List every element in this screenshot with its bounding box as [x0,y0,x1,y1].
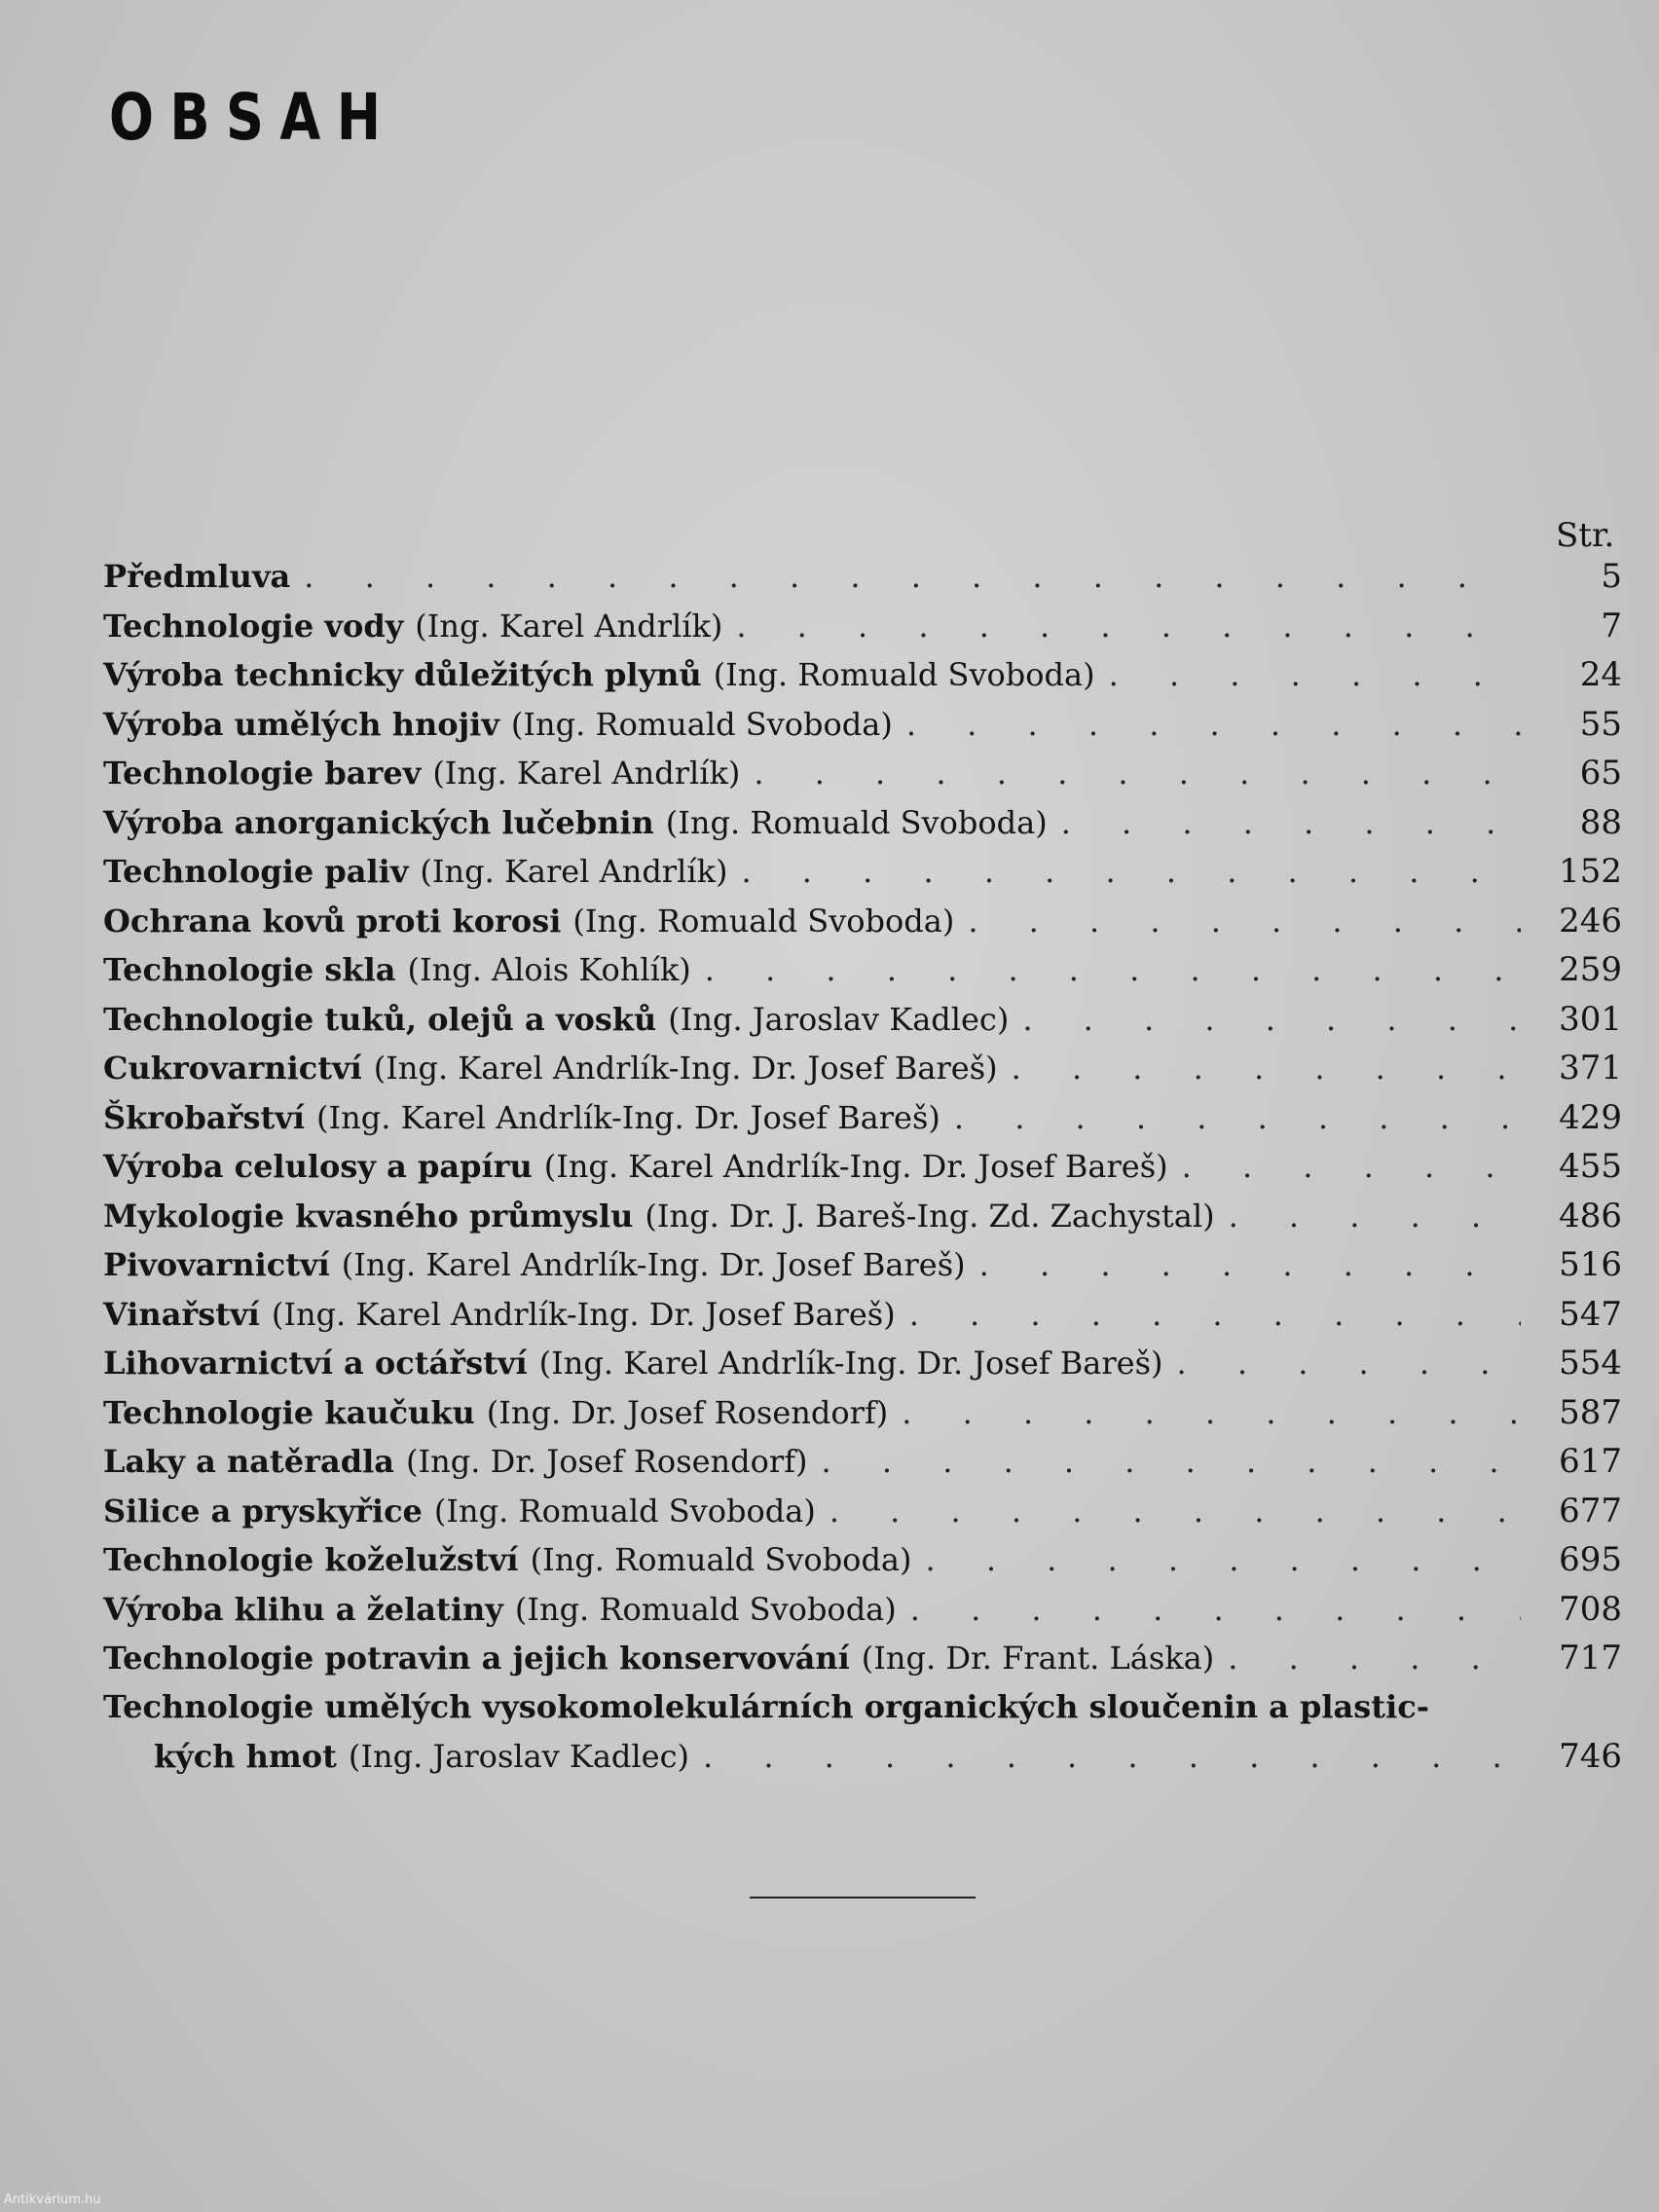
entry-title: Technologie paliv [103,853,409,890]
entry-page: 152 [1559,852,1622,891]
entry-page: 547 [1559,1294,1622,1334]
entry-author: (Ing. Karel Andrlík-Ing. Dr. Josef Bareš) [316,1098,940,1136]
entry-title: Technologie skla [103,951,396,988]
entry-title: Technologie koželužství [103,1541,519,1578]
entry-title: Technologie tuků, olejů a vosků [103,1000,657,1038]
entry-author: (Ing. Jaroslav Kadlec) [348,1738,689,1775]
dot-leader [954,1099,1521,1136]
entry-author: (Ing. Romuald Svoboda) [530,1541,912,1578]
entry-page: 617 [1559,1442,1622,1481]
toc-entry [103,607,1622,656]
dot-leader [1177,1345,1521,1382]
entry-author: (Ing. Jaroslav Kadlec) [668,1000,1010,1038]
toc-entry [103,1197,1622,1246]
toc-entry-wrapped-line2 [103,1737,1622,1787]
entry-page: 259 [1559,950,1622,989]
dot-leader [1182,1148,1521,1185]
entry-page: 7 [1601,606,1622,645]
entry-page: 65 [1579,754,1622,793]
toc-entry [103,1492,1622,1541]
entry-page: 24 [1579,655,1622,694]
entry-page: 55 [1579,704,1622,744]
dot-leader [703,1738,1521,1775]
entry-title: Cukrovarnictví [103,1050,362,1087]
toc-entry [103,1393,1622,1443]
entry-title: Technologie vody [103,607,404,645]
toc-entry [103,655,1622,705]
toc-entry [103,1540,1622,1590]
entry-title: Technologie barev [103,755,422,792]
dot-leader [741,853,1521,890]
entry-author: (Ing. Dr. Josef Rosendorf) [486,1393,889,1431]
toc-entry [103,1000,1622,1050]
watermark: Antikvárium.hu [4,2193,101,2207]
dot-leader [910,1591,1521,1628]
dot-leader [1228,1640,1521,1677]
entry-author: (Ing. Karel Andrlík) [420,853,728,890]
dot-leader [1109,656,1521,693]
entry-page: 554 [1559,1344,1622,1382]
entry-author: (Ing. Dr. Josef Rosendorf) [406,1443,808,1480]
entry-page: 746 [1559,1737,1622,1776]
entry-page: 429 [1559,1097,1622,1137]
entry-author: (Ing. Karel Andrlík-Ing. Dr. Josef Bareš) [543,1148,1168,1185]
toc-entry [103,1295,1622,1345]
entry-title: Předmluva [103,558,291,595]
entry-page: 301 [1559,999,1622,1039]
entry-title: Silice a pryskyřice [103,1492,423,1530]
toc-entry [103,1098,1622,1148]
toc-entry [103,803,1622,853]
entry-title: Výroba klihu a želatiny [103,1590,503,1628]
toc-entry [103,852,1622,902]
entry-author: (Ing. Alois Kohlík) [407,951,691,988]
entry-page: 88 [1579,802,1622,842]
dot-leader [754,755,1521,792]
toc-entry-wrapped-line1 [103,1688,1622,1738]
toc-entry [103,902,1622,951]
dot-leader [902,1394,1521,1431]
toc-entry [103,705,1622,755]
entry-title: Technologie kaučuku [103,1393,475,1431]
entry-author: (Ing. Karel Andrlík-Ing. Dr. Josef Bareš) [538,1345,1163,1382]
entry-title: Výroba umělých hnojiv [103,705,499,743]
entry-title: Výroba celulosy a papíru [103,1148,533,1185]
dot-leader [830,1493,1521,1530]
entry-title: Mykologie kvasného průmyslu [103,1197,634,1235]
toc-entry [103,1639,1622,1688]
dot-leader [979,1246,1521,1283]
entry-author: (Ing. Romuald Svoboda) [713,656,1095,693]
dot-leader [909,1296,1521,1333]
dot-leader [736,608,1521,645]
toc-entry [103,1442,1622,1492]
entry-author: (Ing. Dr. J. Bareš-Ing. Zd. Zachystal) [645,1197,1215,1235]
end-rule [750,1897,976,1899]
entry-page: 708 [1559,1589,1622,1629]
entry-author: (Ing. Dr. Frant. Láska) [861,1640,1215,1677]
toc-entry [103,1590,1622,1640]
entry-author: (Ing. Romuald Svoboda) [433,1492,816,1530]
entry-page: 677 [1559,1491,1622,1530]
entry-page: 246 [1559,901,1622,940]
entry-page: 717 [1559,1639,1622,1677]
toc-entry [103,754,1622,803]
dot-leader [1229,1198,1521,1235]
toc-entry [103,1245,1622,1295]
entry-title: Výroba technicky důležitých plynů [103,656,702,693]
toc-entry [103,950,1622,1000]
dot-leader [304,558,1521,595]
page-title: OBSAH [109,80,397,155]
toc-entry [103,1344,1622,1393]
dot-leader [1012,1050,1521,1087]
entry-author: (Ing. Romuald Svoboda) [514,1590,897,1628]
entry-title: Laky a natěradla [103,1443,395,1480]
entry-author: (Ing. Romuald Svoboda) [665,803,1048,841]
dot-leader [705,951,1521,988]
entry-title: Technologie umělých vysokomolekulárních organických sloučenin a plastic- [103,1687,1429,1725]
dot-leader [1022,1001,1521,1038]
entry-title: Lihovarnictví a octářství [103,1345,528,1382]
page-column-label: Str. [1556,516,1615,555]
entry-title: Technologie potravin a jejich konservování [103,1640,850,1677]
dot-leader [968,903,1521,940]
toc-entry [103,1049,1622,1098]
entry-page: 587 [1559,1392,1622,1432]
entry-title: Ochrana kovů proti korosi [103,902,562,940]
entry-page: 486 [1559,1196,1622,1235]
toc-entry [103,1147,1622,1197]
entry-title: Škrobařství [103,1098,305,1136]
entry-title-continued: kých hmot [154,1738,337,1775]
table-of-contents [103,557,1622,1787]
entry-author: (Ing. Romuald Svoboda) [510,705,893,743]
toc-entry [103,557,1622,607]
entry-author: (Ing. Romuald Svoboda) [572,902,955,940]
entry-page: 516 [1559,1245,1622,1284]
entry-author: (Ing. Karel Andrlík-Ing. Dr. Josef Bareš) [373,1050,998,1087]
entry-page: 455 [1559,1147,1622,1186]
dot-leader [925,1541,1521,1578]
entry-author: (Ing. Karel Andrlík) [432,755,741,792]
entry-page: 695 [1559,1540,1622,1579]
entry-title: Pivovarnictví [103,1246,330,1283]
entry-title: Výroba anorganických lučebnin [103,803,654,841]
dot-leader [906,706,1521,743]
entry-page: 5 [1601,557,1622,596]
entry-title: Vinařství [103,1295,260,1333]
entry-author: (Ing. Karel Andrlík-Ing. Dr. Josef Bareš) [341,1246,966,1283]
entry-author: (Ing. Karel Andrlík) [415,607,723,645]
entry-page: 371 [1559,1049,1622,1088]
dot-leader [822,1443,1521,1480]
entry-author: (Ing. Karel Andrlík-Ing. Dr. Josef Bareš) [271,1295,896,1333]
dot-leader [1061,804,1521,841]
